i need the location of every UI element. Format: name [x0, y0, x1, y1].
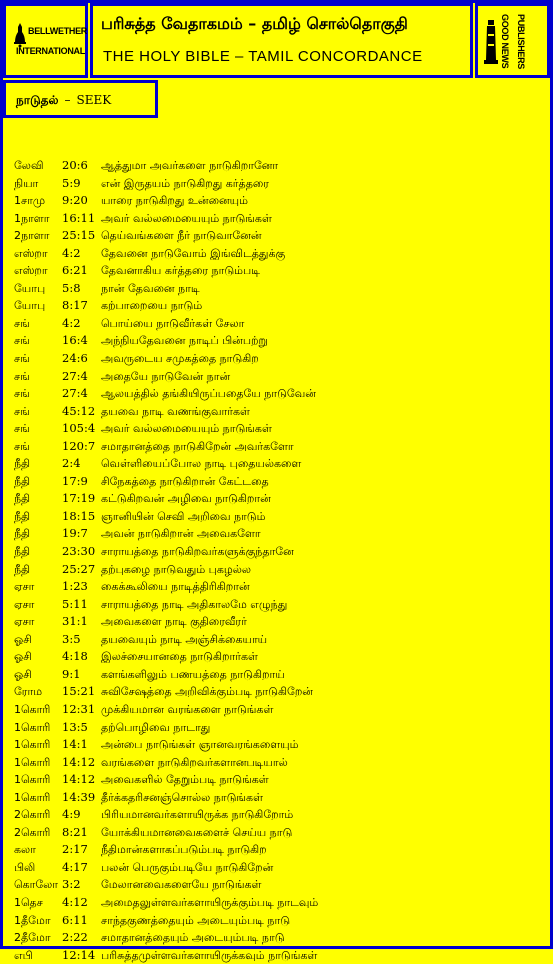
- verse-reference: 5:9: [62, 175, 81, 190]
- logo-line-1: GOOD NEWS: [500, 14, 510, 69]
- title-english: THE HOLY BIBLE – TAMIL CONCORDANCE: [103, 48, 423, 65]
- verse-book: சங்: [14, 422, 30, 436]
- verse-reference: 14:12: [62, 772, 96, 787]
- verse-reference: 2:22: [62, 930, 88, 945]
- verse-book: ஓசி: [14, 632, 32, 646]
- verse-text: அவன் நாடுகிறான் அவைகளோ: [101, 527, 261, 541]
- verse-text: பரிசுத்தமுள்ளவர்களாயிருக்கவும் நாடுங்கள்: [101, 948, 318, 962]
- verse-reference: 2:17: [62, 842, 88, 857]
- verse-book: 2கொரி: [14, 825, 51, 839]
- verse-book: ஓசி: [14, 667, 32, 681]
- logo-line-2: PUBLISHERS: [516, 14, 526, 70]
- verse-text: சமாதானத்தை நாடுகிறேன் அவர்களோ: [101, 439, 294, 453]
- verse-book: 1கொரி: [14, 702, 51, 716]
- verse-text: அமைதலுள்ளவர்களாயிருக்கும்படி நாடவும்: [101, 895, 319, 909]
- title-tamil: பரிசுத்த வேதாகமம் – தமிழ் சொல்தொகுதி: [101, 14, 408, 33]
- verse-reference: 14:39: [62, 789, 96, 804]
- verse-text: சுவிசேஷத்தை அறிவிக்கும்படி நாடுகிறேன்: [101, 685, 313, 699]
- verse-book: 1கொரி: [14, 773, 51, 787]
- verse-book: சங்: [14, 387, 30, 401]
- verse-reference: 120:7: [62, 438, 96, 453]
- verse-book: 2தீமோ: [14, 931, 51, 945]
- verse-text: தற்புகழை நாடுவதும் புகழல்ல: [101, 562, 252, 576]
- verse-text: சாராயத்தை நாடுகிறவர்களுக்குந்தானே: [101, 545, 294, 559]
- verse-reference: 15:21: [62, 684, 96, 699]
- verse-book: 2நாளா: [14, 229, 50, 243]
- verse-reference: 3:5: [62, 631, 81, 646]
- lighthouse-icon: [484, 20, 498, 66]
- verse-text: அவர் வல்லமையையும் நாடுங்கள்: [101, 422, 272, 436]
- verse-book: சங்: [14, 316, 30, 330]
- verse-reference: 1:23: [62, 579, 88, 594]
- verse-book: 1கொரி: [14, 738, 51, 752]
- verse-reference: 4:2: [62, 245, 81, 260]
- verse-reference: 17:9: [62, 473, 88, 488]
- verse-book: நீதி: [14, 492, 31, 506]
- verse-book: 1கொரி: [14, 790, 51, 804]
- verse-book: ஏசா: [14, 615, 35, 629]
- verse-reference: 12:31: [62, 701, 96, 716]
- verse-book: கொலோ: [14, 878, 59, 892]
- verse-book: எஸ்றா: [14, 264, 48, 278]
- verse-book: ஏசா: [14, 597, 35, 611]
- verse-book: சங்: [14, 334, 30, 348]
- verse-text: நீதிமான்களாகப்படும்படி நாடுகிற: [101, 843, 267, 857]
- verse-book: யோபு: [14, 281, 46, 295]
- verse-book: சங்: [14, 369, 30, 383]
- verse-book: ஏசா: [14, 580, 35, 594]
- keyword-box: [3, 80, 158, 118]
- verse-reference: 4:18: [62, 649, 88, 664]
- verse-reference: 27:4: [62, 368, 88, 383]
- verse-reference: 16:11: [62, 210, 96, 225]
- verse-book: லேவி: [14, 159, 44, 172]
- verse-book: எஸ்றா: [14, 246, 48, 260]
- verse-text: சாராயத்தை நாடி அதிகாலமே எழுந்து: [101, 597, 288, 611]
- verse-book: சங்: [14, 439, 30, 453]
- verse-text: பலன் பெருகும்படியே நாடுகிறேன்: [101, 860, 274, 874]
- verse-reference: 19:7: [62, 526, 88, 541]
- verse-text: இலச்சையானதை நாடுகிறார்கள்: [101, 650, 258, 664]
- verse-reference: 4:17: [62, 859, 88, 874]
- verse-book: 1சாமு: [14, 194, 46, 208]
- verse-text: யாரை நாடுகிறது உன்னையும்: [101, 194, 248, 208]
- verse-reference: 12:14: [62, 947, 96, 962]
- verse-reference: 8:17: [62, 298, 88, 313]
- verse-reference: 2:4: [62, 456, 81, 471]
- verse-text: அவருடைய சமுகத்தை நாடுகிற: [101, 352, 259, 366]
- verse-text: அவர் வல்லமையையும் நாடுங்கள்: [101, 211, 272, 225]
- verse-text: தெய்வங்களை நீர் நாடுவானேன்: [101, 229, 262, 243]
- verse-reference: 45:12: [62, 403, 96, 418]
- verse-reference: 31:1: [62, 614, 88, 629]
- verse-reference: 6:21: [62, 263, 88, 278]
- verse-book: ரோம: [14, 685, 43, 699]
- verse-text: தயவையும் நாடி அஞ்சிக்கையாய்: [101, 632, 268, 646]
- verse-book: நியா: [14, 176, 39, 190]
- verse-text: சாந்தகுணத்தையும் அடையும்படி நாடு: [101, 913, 291, 927]
- verse-book: 1நாளா: [14, 211, 50, 225]
- verse-reference: 13:5: [62, 719, 88, 734]
- verse-reference: 20:6: [62, 158, 88, 172]
- verse-book: நீதி: [14, 527, 31, 541]
- verse-text: ஆலயத்தில் தங்கியிருப்பதையே நாடுவேன்: [101, 387, 316, 401]
- verse-text: நான் தேவனை நாடி: [101, 281, 200, 295]
- verse-text: அவைகளில் தேறும்படி நாடுங்கள்: [101, 773, 269, 787]
- verse-text: தீர்க்கதரிசனஞ்சொல்ல நாடுங்கள்: [101, 790, 264, 804]
- keyword-english: SEEK: [76, 93, 112, 107]
- verse-reference: 4:2: [62, 315, 81, 330]
- verse-reference: 4:12: [62, 894, 88, 909]
- verse-reference: 25:27: [62, 561, 96, 576]
- verse-text: தேவனாகிய கர்த்தரை நாடும்படி: [101, 264, 260, 278]
- verse-reference: 9:20: [62, 193, 88, 208]
- verse-reference: 4:9: [62, 807, 81, 822]
- keyword-separator: –: [64, 93, 71, 107]
- verse-book: எபி: [14, 948, 33, 962]
- verse-text: பிரியமானவர்களாயிருக்க நாடுகிறோம்: [101, 808, 294, 822]
- verse-text: வரங்களை நாடுகிறவர்களானபடியால்: [101, 755, 288, 769]
- verse-book: சங்: [14, 352, 30, 366]
- verse-reference: 8:21: [62, 824, 88, 839]
- verse-reference: 16:4: [62, 333, 88, 348]
- verse-book: நீதி: [14, 474, 31, 488]
- verse-book: நீதி: [14, 545, 31, 559]
- verse-reference: 6:11: [62, 912, 88, 927]
- verse-text: தேவனை நாடுவோம் இங்விடத்துக்கு: [101, 246, 286, 260]
- logo-line-1: BELLWETHER: [28, 26, 87, 36]
- verse-text: முக்கியமான வரங்களை நாடுங்கள்: [101, 702, 274, 716]
- verse-text: என் இருதயம் நாடுகிறது கர்த்தரை: [101, 176, 269, 190]
- verse-reference: 14:1: [62, 737, 88, 752]
- verse-text: ஆத்துமா அவர்களை நாடுகிறானோ: [101, 159, 279, 172]
- verse-text: அன்பை நாடுங்கள் ஞானவரங்களையும்: [101, 738, 299, 752]
- verse-book: 1கொரி: [14, 755, 51, 769]
- verse-text: அந்நியதேவனை நாடிப் பின்பற்று: [101, 334, 268, 348]
- verse-book: 1தீமோ: [14, 913, 51, 927]
- verse-book: 2கொரி: [14, 808, 51, 822]
- verse-text: தற்பொழிவை நாடாது: [101, 720, 211, 734]
- verse-reference: 27:4: [62, 386, 88, 401]
- verse-text: கற்பாறையை நாடும்: [101, 299, 203, 313]
- verse-book: 1கொரி: [14, 720, 51, 734]
- keyword-label: [16, 93, 111, 109]
- verse-reference: 14:12: [62, 754, 96, 769]
- verse-book: ஓசி: [14, 650, 32, 664]
- verse-reference: 23:30: [62, 544, 96, 559]
- verse-reference: 17:19: [62, 491, 96, 506]
- verse-book: நீதி: [14, 457, 31, 471]
- verse-reference: 5:8: [62, 280, 81, 295]
- verse-reference: 25:15: [62, 228, 96, 243]
- verse-book: 1தெச: [14, 895, 43, 909]
- title-banner: [90, 3, 473, 78]
- verse-reference: 5:11: [62, 596, 88, 611]
- verse-text: ஞானியின் செவி அறிவை நாடும்: [101, 509, 266, 523]
- bell-icon: [13, 22, 27, 48]
- verse-text: சமாதானத்தையும் அடையும்படி நாடு: [101, 931, 285, 945]
- verse-reference: 105:4: [62, 421, 96, 436]
- verse-text: அவைகளை நாடி குதிரைவீரர்: [101, 615, 247, 629]
- verse-text: பொய்யை நாடுவீர்கள் சேலா: [101, 316, 245, 330]
- verse-reference: 18:15: [62, 508, 96, 523]
- verse-book: சங்: [14, 404, 30, 418]
- verse-book: பிலி: [14, 860, 36, 874]
- good-news-logo: [475, 3, 550, 78]
- verse-reference: 9:1: [62, 666, 81, 681]
- verse-book: நீதி: [14, 509, 31, 523]
- verse-text: தயவை நாடி வணங்குவார்கள்: [101, 404, 250, 418]
- verse-text: கட்டுகிறவன் அழிவை நாடுகிறான்: [101, 492, 271, 506]
- verse-text: யோக்கியமானவைகளைச் செய்ய நாடு: [101, 825, 293, 839]
- verse-book: நீதி: [14, 562, 31, 576]
- verse-reference: 24:6: [62, 351, 88, 366]
- verse-text: வெள்ளியைப்போல நாடி புதையல்களை: [101, 457, 302, 471]
- verse-book: கலா: [14, 843, 36, 857]
- verse-book: யோபு: [14, 299, 46, 313]
- verse-text: சிநேகத்தை நாடுகிறான் கேட்டதை: [101, 474, 269, 488]
- verse-text: களங்களிலும் பணயத்தை நாடுகிறாய்: [101, 667, 285, 681]
- verse-reference: 3:2: [62, 877, 81, 892]
- verse-text: மேலானவைகளையே நாடுங்கள்: [101, 878, 262, 892]
- logo-line-2: INTERNATIONAL: [16, 46, 85, 56]
- bellwether-logo: [3, 3, 88, 78]
- verse-text: அதையே நாடுவேன் நான்: [101, 369, 231, 383]
- verse-text: கைக்கூலியை நாடித்திரிகிறான்: [101, 580, 250, 594]
- keyword-tamil: நாடுதல்: [16, 93, 59, 107]
